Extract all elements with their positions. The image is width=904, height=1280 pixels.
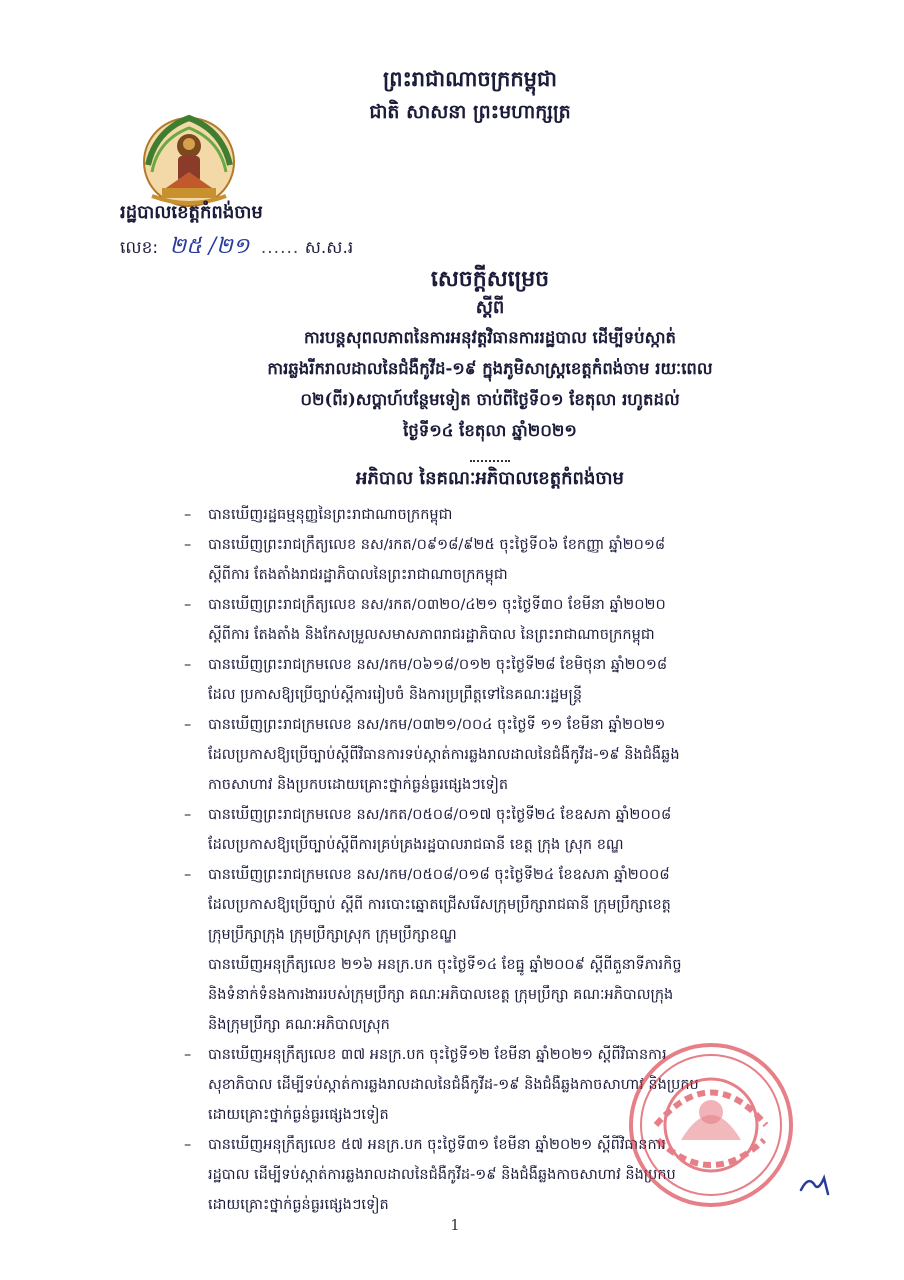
item-line: បានឃើញអនុក្រឹត្យលេខ ២១៦ អនក្រ.បក ចុះថ្ងៃទី១៤ ខែធ្នូ ឆ្នាំ២០០៩ ស្តីពីតួនាទីភារកិច្ច: [208, 957, 682, 973]
list-dash: –: [184, 1047, 192, 1063]
kingdom-heading: ព្រះរាជាណាចក្រកម្ពុជា: [382, 66, 557, 91]
item-line: និងក្រុមប្រឹក្សា គណៈអភិបាលស្រុក: [208, 1017, 390, 1033]
title-about: ស្តីពី: [475, 297, 505, 318]
document-type: សេចក្តីសម្រេច: [430, 266, 550, 292]
list-dash: –: [184, 597, 192, 613]
item-line: បានឃើញព្រះរាជក្រឹត្យលេខ នស/រកត/០៣២០/៤២១ ចុះថ្ងៃទី៣០ ខែមីនា ឆ្នាំ២០២០: [208, 597, 666, 613]
title-divider: [470, 454, 510, 462]
item-line: ដែលប្រកាសឱ្យប្រើច្បាប់ ស្តីពី ការបោះឆ្នោតជ្រើសរើសក្រុមប្រឹក្សារាជធានី ក្រុមប្រឹក្សាខេត្ត: [208, 897, 671, 913]
list-item: [184, 800, 824, 860]
item-line: ដែល ប្រកាសឱ្យប្រើច្បាប់ស្តីការរៀបចំ និងការប្រព្រឹត្តទៅនៃគណៈរដ្ឋមន្ត្រី: [208, 687, 583, 703]
item-line: បានឃើញរដ្ឋធម្មនុញ្ញនៃព្រះរាជាណាចក្រកម្ពុជា: [208, 507, 453, 523]
provincial-emblem-icon: [138, 110, 240, 210]
initials-mark-icon: [798, 1172, 832, 1198]
list-dash: –: [184, 537, 192, 553]
title-line: ការឆ្លងរីករាលដាលនៃជំងឺកូវីដ-១៩ ក្នុងភូមិសាស្ត្រខេត្តកំពង់ចាម រយៈពេល: [267, 359, 713, 378]
item-line: រដ្ឋបាល ដើម្បីទប់ស្កាត់ការឆ្លងរាលដាលនៃជំងឺកូវីដ-១៩ និងជំងឺឆ្លងកាចសាហាវ និងប្រកប: [208, 1167, 676, 1183]
title-line: ការបន្តសុពលភាពនៃការអនុវត្តវិធានការរដ្ឋបាល ដើម្បីទប់ស្កាត់: [304, 328, 676, 347]
item-line: ដោយគ្រោះថ្នាក់ធ្ងន់ធ្ងរផ្សេងៗទៀត: [208, 1107, 389, 1123]
item-line: ស្តីពីការ តែងតាំងរាជរដ្ឋាភិបាលនៃព្រះរាជាណាចក្រកម្ពុជា: [208, 567, 508, 583]
ref-prefix: លេខ:: [120, 238, 159, 258]
item-line: ដែលប្រកាសឱ្យប្រើច្បាប់ស្តីពីវិធានការទប់ស្កាត់ការឆ្លងរាលដាលនៃជំងឺកូវីដ-១៩ និងជំងឺឆ្លង: [208, 747, 680, 763]
list-dash: –: [184, 657, 192, 673]
title-line: ០២(ពីរ)សប្តាហ៍បន្ថែមទៀត ចាប់ពីថ្ងៃទី០១ ខែតុលា រហូតដល់: [300, 390, 680, 409]
national-motto: ជាតិ សាសនា ព្រះមហាក្សត្រ: [369, 101, 571, 123]
item-line: ដែលប្រកាសឱ្យប្រើច្បាប់ស្តីពីការគ្រប់គ្រងរដ្ឋបាលរាជធានី ខេត្ត ក្រុង ស្រុក ខណ្ឌ: [208, 837, 624, 853]
item-line: បានឃើញអនុក្រឹត្យលេខ ៣៧ អនក្រ.បក ចុះថ្ងៃទី១២ ខែមីនា ឆ្នាំ២០២១ ស្តីពីវិធានការ: [208, 1047, 667, 1063]
official-seal-stamp-icon: [626, 1040, 796, 1210]
item-line: សុខាភិបាល ដើម្បីទប់ស្កាត់ការឆ្លងរាលដាលនៃជំងឺកូវីដ-១៩ និងជំងឺឆ្លងកាចសាហាវ និងប្រកប: [208, 1077, 699, 1093]
list-dash: –: [184, 807, 192, 823]
list-item: [184, 500, 824, 530]
list-dash: –: [184, 507, 192, 523]
ref-number: ២៥ /២១: [169, 234, 250, 259]
item-line: ស្តីពីការ តែងតាំង និងកែសម្រួលសមាសភាពរាជរដ្ឋាភិបាល នៃព្រះរាជាណាចក្រកម្ពុជា: [208, 627, 655, 643]
item-line: បានឃើញព្រះរាជក្រមលេខ នស/រកម/០៦១៨/០១២ ចុះថ្ងៃទី២៨ ខែមិថុនា ឆ្នាំ២០១៨: [208, 657, 668, 673]
item-line: បានឃើញព្រះរាជក្រមលេខ នស/រកម/០៣២១/០០៤ ចុះថ្ងៃទី ១១ ខែមីនា ឆ្នាំ២០២១: [208, 717, 666, 733]
list-item: [184, 950, 824, 1040]
item-line: និងទំនាក់ទំនងការងាររបស់ក្រុមប្រឹក្សា គណៈអភិបាលខេត្ត ក្រុមប្រឹក្សា គណៈអភិបាលក្រុង: [208, 987, 674, 1003]
issuing-authority: រដ្ឋបាលខេត្តកំពង់ចាម: [120, 202, 263, 223]
ref-suffix: ស.ស.រ: [304, 238, 354, 258]
item-line: បានឃើញព្រះរាជក្រមលេខ នស/រកម/០៥០៨/០១៨ ចុះថ្ងៃទី២៤ ខែឧសភា ឆ្នាំ២០០៨: [208, 867, 670, 883]
item-line: បានឃើញព្រះរាជក្រឹត្យលេខ នស/រកត/០៩១៨/៩២៥ ចុះថ្ងៃទី០៦ ខែកញ្ញា ឆ្នាំ២០១៨: [208, 537, 666, 553]
list-dash: –: [184, 867, 192, 883]
page-number: 1: [450, 1216, 460, 1234]
list-item: [184, 860, 824, 950]
title-line: ថ្ងៃទី១៤ ខែតុលា ឆ្នាំ២០២១: [403, 421, 577, 440]
document-title-block: [120, 264, 860, 462]
list-item: [184, 590, 824, 650]
authority-heading: អភិបាល នៃគណៈអភិបាលខេត្តកំពង់ចាម: [356, 468, 624, 489]
list-dash: –: [184, 1137, 192, 1153]
list-item: [184, 710, 824, 800]
item-line: បានឃើញព្រះរាជក្រមលេខ នស/រកត/០៥០៨/០១៧ ចុះថ្ងៃទី២៤ ខែឧសភា ឆ្នាំ២០០៨: [208, 807, 672, 823]
item-line: កាចសាហាវ និងប្រកបដោយគ្រោះថ្នាក់ធ្ងន់ធ្ងរផ្សេងៗទៀត: [208, 777, 509, 793]
item-line: ដោយគ្រោះថ្នាក់ធ្ងន់ធ្ងរផ្សេងៗទៀត: [208, 1197, 389, 1213]
item-line: ក្រុមប្រឹក្សាក្រុង ក្រុមប្រឹក្សាស្រុក ក្រុមប្រឹក្សាខណ្ឌ: [208, 927, 457, 943]
list-dash: –: [184, 717, 192, 733]
item-line: បានឃើញអនុក្រឹត្យលេខ ៥៧ អនក្រ.បក ចុះថ្ងៃទី៣១ ខែមីនា ឆ្នាំ២០២១ ស្តីពីវិធានការ: [208, 1137, 666, 1153]
list-item: [184, 650, 824, 710]
reference-line: [120, 232, 353, 264]
ref-dots: ......: [260, 238, 300, 258]
list-item: [184, 530, 824, 590]
